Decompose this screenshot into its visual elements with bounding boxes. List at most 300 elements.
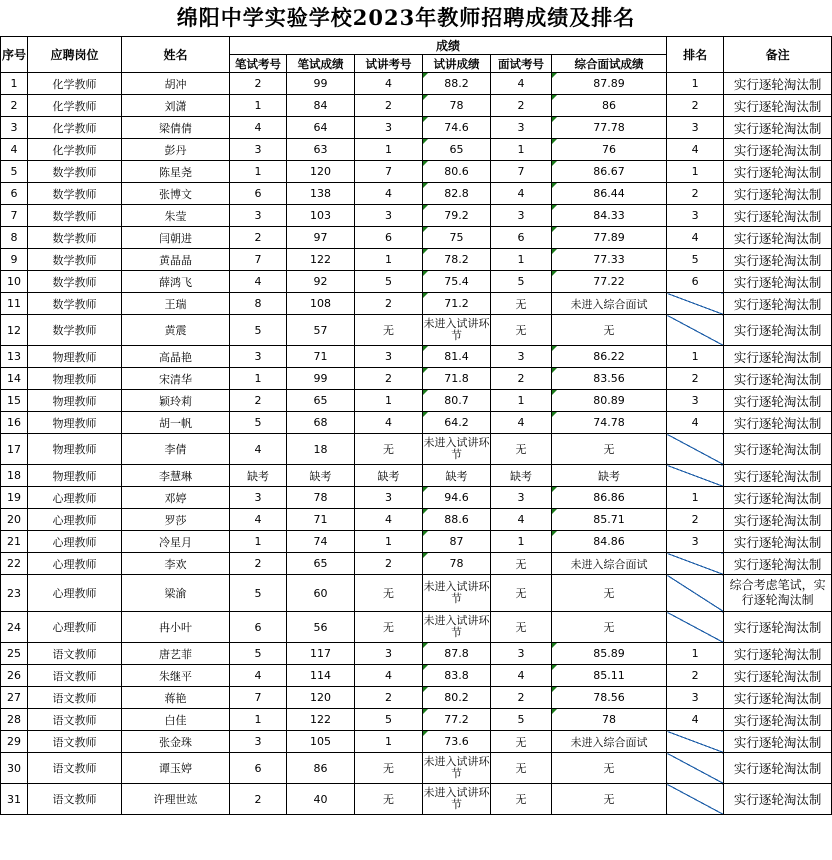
cell-lno: 4 [355, 665, 423, 687]
cell-remark: 实行逐轮淘汰制 [724, 315, 832, 346]
cell-rank [667, 434, 724, 465]
cell-wno: 4 [230, 665, 287, 687]
cell-lno: 2 [355, 368, 423, 390]
cell-rank: 4 [667, 227, 724, 249]
cell-iscore: 77.89 [552, 227, 667, 249]
cell-lscore: 75 [423, 227, 491, 249]
cell-wno: 6 [230, 612, 287, 643]
table-row [1, 434, 832, 465]
cell-iscore: 85.11 [552, 665, 667, 687]
cell-remark: 实行逐轮淘汰制 [724, 227, 832, 249]
cell-remark: 实行逐轮淘汰制 [724, 161, 832, 183]
cell-seq: 23 [1, 575, 28, 612]
cell-iscore: 未进入综合面试 [552, 731, 667, 753]
cell-lscore: 78.2 [423, 249, 491, 271]
cell-remark: 实行逐轮淘汰制 [724, 205, 832, 227]
cell-post: 数学教师 [28, 293, 122, 315]
cell-rank: 1 [667, 487, 724, 509]
cell-wscore: 84 [287, 95, 355, 117]
cell-rank: 3 [667, 687, 724, 709]
cell-wscore: 缺考 [287, 465, 355, 487]
cell-wscore: 99 [287, 73, 355, 95]
cell-name: 颖玲莉 [122, 390, 230, 412]
cell-iscore: 77.33 [552, 249, 667, 271]
cell-lno: 6 [355, 227, 423, 249]
cell-ino: 1 [491, 390, 552, 412]
cell-post: 数学教师 [28, 249, 122, 271]
cell-lno: 无 [355, 434, 423, 465]
cell-iscore: 86.22 [552, 346, 667, 368]
cell-ino: 无 [491, 434, 552, 465]
table-row [1, 271, 832, 293]
cell-name: 黄震 [122, 315, 230, 346]
cell-wno: 3 [230, 139, 287, 161]
cell-ino: 4 [491, 73, 552, 95]
results-table [0, 36, 832, 815]
cell-lscore: 71.2 [423, 293, 491, 315]
cell-iscore: 78 [552, 709, 667, 731]
cell-post: 语文教师 [28, 665, 122, 687]
cell-rank [667, 293, 724, 315]
cell-seq: 3 [1, 117, 28, 139]
cell-wscore: 114 [287, 665, 355, 687]
cell-rank: 6 [667, 271, 724, 293]
cell-wno: 1 [230, 161, 287, 183]
cell-post: 物理教师 [28, 390, 122, 412]
cell-remark: 实行逐轮淘汰制 [724, 95, 832, 117]
cell-post: 数学教师 [28, 161, 122, 183]
cell-lscore: 缺考 [423, 465, 491, 487]
cell-iscore: 缺考 [552, 465, 667, 487]
cell-remark: 实行逐轮淘汰制 [724, 73, 832, 95]
cell-seq: 31 [1, 784, 28, 815]
cell-lscore: 74.6 [423, 117, 491, 139]
cell-wno: 5 [230, 575, 287, 612]
table-row [1, 139, 832, 161]
cell-rank: 4 [667, 412, 724, 434]
cell-wscore: 120 [287, 687, 355, 709]
cell-wno: 2 [230, 73, 287, 95]
header-seq: 序号 [1, 37, 28, 73]
cell-post: 化学教师 [28, 139, 122, 161]
cell-seq: 11 [1, 293, 28, 315]
cell-wscore: 65 [287, 390, 355, 412]
cell-iscore: 83.56 [552, 368, 667, 390]
cell-seq: 15 [1, 390, 28, 412]
cell-seq: 14 [1, 368, 28, 390]
cell-rank [667, 465, 724, 487]
cell-lscore: 78 [423, 95, 491, 117]
cell-iscore: 80.89 [552, 390, 667, 412]
cell-name: 宋清华 [122, 368, 230, 390]
cell-post: 心理教师 [28, 553, 122, 575]
cell-post: 物理教师 [28, 412, 122, 434]
table-row [1, 612, 832, 643]
cell-seq: 16 [1, 412, 28, 434]
table-row [1, 73, 832, 95]
cell-wno: 2 [230, 784, 287, 815]
cell-remark: 实行逐轮淘汰制 [724, 271, 832, 293]
cell-post: 语文教师 [28, 709, 122, 731]
cell-iscore: 无 [552, 575, 667, 612]
cell-iscore: 无 [552, 753, 667, 784]
cell-remark: 实行逐轮淘汰制 [724, 183, 832, 205]
cell-name: 蒋艳 [122, 687, 230, 709]
cell-wno: 7 [230, 249, 287, 271]
cell-seq: 25 [1, 643, 28, 665]
cell-name: 李欢 [122, 553, 230, 575]
cell-lno: 2 [355, 95, 423, 117]
cell-name: 梁渝 [122, 575, 230, 612]
cell-ino: 4 [491, 183, 552, 205]
cell-lscore: 64.2 [423, 412, 491, 434]
cell-post: 化学教师 [28, 117, 122, 139]
cell-lno: 无 [355, 784, 423, 815]
cell-name: 朱继平 [122, 665, 230, 687]
table-row [1, 249, 832, 271]
cell-lscore: 80.2 [423, 687, 491, 709]
cell-ino: 无 [491, 612, 552, 643]
cell-name: 彭丹 [122, 139, 230, 161]
cell-rank: 1 [667, 643, 724, 665]
cell-post: 语文教师 [28, 731, 122, 753]
cell-iscore: 无 [552, 612, 667, 643]
cell-name: 李慧琳 [122, 465, 230, 487]
cell-lscore: 65 [423, 139, 491, 161]
cell-name: 王瑞 [122, 293, 230, 315]
cell-iscore: 84.33 [552, 205, 667, 227]
cell-lno: 缺考 [355, 465, 423, 487]
cell-seq: 10 [1, 271, 28, 293]
cell-remark: 实行逐轮淘汰制 [724, 434, 832, 465]
cell-name: 薛鸿飞 [122, 271, 230, 293]
cell-lno: 无 [355, 575, 423, 612]
cell-ino: 2 [491, 368, 552, 390]
cell-wscore: 18 [287, 434, 355, 465]
cell-lscore: 87 [423, 531, 491, 553]
cell-lno: 无 [355, 753, 423, 784]
cell-iscore: 未进入综合面试 [552, 553, 667, 575]
cell-rank: 2 [667, 665, 724, 687]
cell-post: 语文教师 [28, 784, 122, 815]
cell-wno: 3 [230, 205, 287, 227]
cell-lno: 5 [355, 709, 423, 731]
cell-lscore: 82.8 [423, 183, 491, 205]
cell-rank: 3 [667, 531, 724, 553]
cell-wscore: 122 [287, 709, 355, 731]
cell-seq: 19 [1, 487, 28, 509]
cell-iscore: 86.44 [552, 183, 667, 205]
table-row [1, 531, 832, 553]
cell-post: 物理教师 [28, 368, 122, 390]
cell-seq: 1 [1, 73, 28, 95]
cell-wno: 6 [230, 753, 287, 784]
table-row [1, 117, 832, 139]
cell-wno: 4 [230, 117, 287, 139]
cell-rank: 3 [667, 117, 724, 139]
cell-wno: 2 [230, 390, 287, 412]
table-row [1, 161, 832, 183]
cell-wno: 4 [230, 271, 287, 293]
cell-lno: 4 [355, 183, 423, 205]
cell-rank [667, 731, 724, 753]
cell-post: 物理教师 [28, 346, 122, 368]
cell-post: 数学教师 [28, 183, 122, 205]
cell-rank: 4 [667, 709, 724, 731]
cell-seq: 17 [1, 434, 28, 465]
cell-post: 心理教师 [28, 575, 122, 612]
cell-ino: 无 [491, 293, 552, 315]
cell-lno: 4 [355, 412, 423, 434]
cell-remark: 实行逐轮淘汰制 [724, 487, 832, 509]
cell-ino: 4 [491, 412, 552, 434]
cell-lno: 5 [355, 271, 423, 293]
cell-lno: 3 [355, 117, 423, 139]
cell-name: 刘潇 [122, 95, 230, 117]
cell-lscore: 75.4 [423, 271, 491, 293]
cell-wno: 3 [230, 346, 287, 368]
cell-name: 唐艺菲 [122, 643, 230, 665]
cell-lscore: 77.2 [423, 709, 491, 731]
cell-iscore: 无 [552, 315, 667, 346]
header-written-score: 笔试成绩 [287, 55, 355, 73]
cell-name: 胡冲 [122, 73, 230, 95]
cell-rank: 2 [667, 509, 724, 531]
cell-seq: 18 [1, 465, 28, 487]
cell-iscore: 86.67 [552, 161, 667, 183]
cell-lno: 无 [355, 612, 423, 643]
cell-rank [667, 753, 724, 784]
cell-lno: 3 [355, 346, 423, 368]
cell-wscore: 103 [287, 205, 355, 227]
cell-lno: 1 [355, 249, 423, 271]
table-row [1, 665, 832, 687]
cell-ino: 5 [491, 271, 552, 293]
header-lecture-score: 试讲成绩 [423, 55, 491, 73]
cell-lscore: 79.2 [423, 205, 491, 227]
header-written-no: 笔试考号 [230, 55, 287, 73]
cell-lscore: 未进入试讲环节 [423, 315, 491, 346]
cell-wscore: 65 [287, 553, 355, 575]
header-interview-score: 综合面试成绩 [552, 55, 667, 73]
cell-seq: 22 [1, 553, 28, 575]
cell-remark: 实行逐轮淘汰制 [724, 293, 832, 315]
table-row [1, 643, 832, 665]
cell-wno: 4 [230, 434, 287, 465]
cell-wscore: 64 [287, 117, 355, 139]
cell-lno: 1 [355, 731, 423, 753]
cell-iscore: 86 [552, 95, 667, 117]
cell-wno: 6 [230, 183, 287, 205]
cell-lscore: 87.8 [423, 643, 491, 665]
cell-seq: 26 [1, 665, 28, 687]
cell-remark: 实行逐轮淘汰制 [724, 509, 832, 531]
cell-post: 语文教师 [28, 753, 122, 784]
cell-rank: 2 [667, 95, 724, 117]
cell-ino: 1 [491, 139, 552, 161]
cell-iscore: 78.56 [552, 687, 667, 709]
cell-remark: 实行逐轮淘汰制 [724, 346, 832, 368]
cell-rank [667, 784, 724, 815]
cell-iscore: 85.71 [552, 509, 667, 531]
cell-ino: 1 [491, 249, 552, 271]
cell-wscore: 86 [287, 753, 355, 784]
cell-seq: 2 [1, 95, 28, 117]
cell-wscore: 68 [287, 412, 355, 434]
cell-iscore: 77.22 [552, 271, 667, 293]
cell-lscore: 未进入试讲环节 [423, 612, 491, 643]
cell-name: 胡一帆 [122, 412, 230, 434]
cell-lno: 2 [355, 553, 423, 575]
cell-lno: 1 [355, 390, 423, 412]
cell-wscore: 74 [287, 531, 355, 553]
table-row [1, 183, 832, 205]
cell-wno: 8 [230, 293, 287, 315]
table-row [1, 205, 832, 227]
table-row [1, 412, 832, 434]
cell-ino: 无 [491, 575, 552, 612]
cell-name: 梁倩倩 [122, 117, 230, 139]
table-row [1, 368, 832, 390]
cell-lno: 2 [355, 687, 423, 709]
cell-ino: 3 [491, 205, 552, 227]
cell-name: 朱莹 [122, 205, 230, 227]
cell-seq: 4 [1, 139, 28, 161]
cell-lno: 3 [355, 205, 423, 227]
cell-rank: 1 [667, 161, 724, 183]
cell-lscore: 94.6 [423, 487, 491, 509]
cell-post: 心理教师 [28, 531, 122, 553]
cell-lscore: 78 [423, 553, 491, 575]
cell-iscore: 76 [552, 139, 667, 161]
cell-rank [667, 575, 724, 612]
header-remark: 备注 [724, 37, 832, 73]
cell-wno: 1 [230, 368, 287, 390]
cell-post: 数学教师 [28, 271, 122, 293]
cell-iscore: 86.86 [552, 487, 667, 509]
cell-lscore: 83.8 [423, 665, 491, 687]
cell-wno: 5 [230, 643, 287, 665]
cell-iscore: 未进入综合面试 [552, 293, 667, 315]
cell-wscore: 97 [287, 227, 355, 249]
cell-wscore: 60 [287, 575, 355, 612]
cell-wno: 2 [230, 553, 287, 575]
cell-name: 邓婷 [122, 487, 230, 509]
cell-ino: 无 [491, 784, 552, 815]
cell-remark: 实行逐轮淘汰制 [724, 412, 832, 434]
cell-rank [667, 553, 724, 575]
cell-name: 陈星尧 [122, 161, 230, 183]
cell-rank: 4 [667, 139, 724, 161]
cell-ino: 4 [491, 509, 552, 531]
cell-name: 张金珠 [122, 731, 230, 753]
cell-ino: 3 [491, 643, 552, 665]
cell-lno: 1 [355, 139, 423, 161]
cell-name: 罗莎 [122, 509, 230, 531]
cell-ino: 无 [491, 315, 552, 346]
cell-ino: 无 [491, 731, 552, 753]
cell-remark: 实行逐轮淘汰制 [724, 643, 832, 665]
cell-lno: 4 [355, 509, 423, 531]
cell-wno: 7 [230, 687, 287, 709]
cell-remark: 综合考虑笔试，实行逐轮淘汰制 [724, 575, 832, 612]
cell-iscore: 77.78 [552, 117, 667, 139]
cell-name: 张博文 [122, 183, 230, 205]
cell-lscore: 88.6 [423, 509, 491, 531]
cell-remark: 实行逐轮淘汰制 [724, 665, 832, 687]
cell-wscore: 71 [287, 346, 355, 368]
cell-remark: 实行逐轮淘汰制 [724, 368, 832, 390]
cell-seq: 29 [1, 731, 28, 753]
cell-post: 心理教师 [28, 612, 122, 643]
cell-remark: 实行逐轮淘汰制 [724, 390, 832, 412]
cell-remark: 实行逐轮淘汰制 [724, 117, 832, 139]
cell-ino: 7 [491, 161, 552, 183]
cell-lscore: 73.6 [423, 731, 491, 753]
cell-wscore: 71 [287, 509, 355, 531]
cell-seq: 7 [1, 205, 28, 227]
cell-name: 冉小叶 [122, 612, 230, 643]
cell-wscore: 78 [287, 487, 355, 509]
table-row [1, 784, 832, 815]
cell-name: 黄晶晶 [122, 249, 230, 271]
cell-lscore: 未进入试讲环节 [423, 575, 491, 612]
cell-lscore: 80.7 [423, 390, 491, 412]
cell-remark: 实行逐轮淘汰制 [724, 709, 832, 731]
cell-rank [667, 315, 724, 346]
table-row [1, 315, 832, 346]
table-body [1, 73, 832, 815]
cell-post: 物理教师 [28, 434, 122, 465]
cell-name: 白佳 [122, 709, 230, 731]
table-row [1, 753, 832, 784]
cell-iscore: 无 [552, 434, 667, 465]
cell-name: 冷星月 [122, 531, 230, 553]
cell-remark: 实行逐轮淘汰制 [724, 531, 832, 553]
cell-ino: 5 [491, 709, 552, 731]
cell-wscore: 57 [287, 315, 355, 346]
cell-lno: 7 [355, 161, 423, 183]
cell-remark: 实行逐轮淘汰制 [724, 249, 832, 271]
cell-ino: 6 [491, 227, 552, 249]
cell-seq: 12 [1, 315, 28, 346]
cell-lscore: 80.6 [423, 161, 491, 183]
cell-remark: 实行逐轮淘汰制 [724, 553, 832, 575]
cell-iscore: 87.89 [552, 73, 667, 95]
cell-lno: 3 [355, 643, 423, 665]
table-row [1, 227, 832, 249]
table-row [1, 487, 832, 509]
table-row [1, 709, 832, 731]
cell-wscore: 122 [287, 249, 355, 271]
cell-iscore: 无 [552, 784, 667, 815]
table-row [1, 95, 832, 117]
cell-rank: 5 [667, 249, 724, 271]
cell-rank: 1 [667, 346, 724, 368]
cell-seq: 27 [1, 687, 28, 709]
cell-post: 化学教师 [28, 95, 122, 117]
cell-wscore: 120 [287, 161, 355, 183]
table-row [1, 390, 832, 412]
cell-lscore: 未进入试讲环节 [423, 434, 491, 465]
cell-ino: 缺考 [491, 465, 552, 487]
cell-seq: 13 [1, 346, 28, 368]
header-post: 应聘岗位 [28, 37, 122, 73]
cell-rank: 2 [667, 368, 724, 390]
cell-rank: 3 [667, 205, 724, 227]
cell-wscore: 92 [287, 271, 355, 293]
cell-lno: 4 [355, 73, 423, 95]
